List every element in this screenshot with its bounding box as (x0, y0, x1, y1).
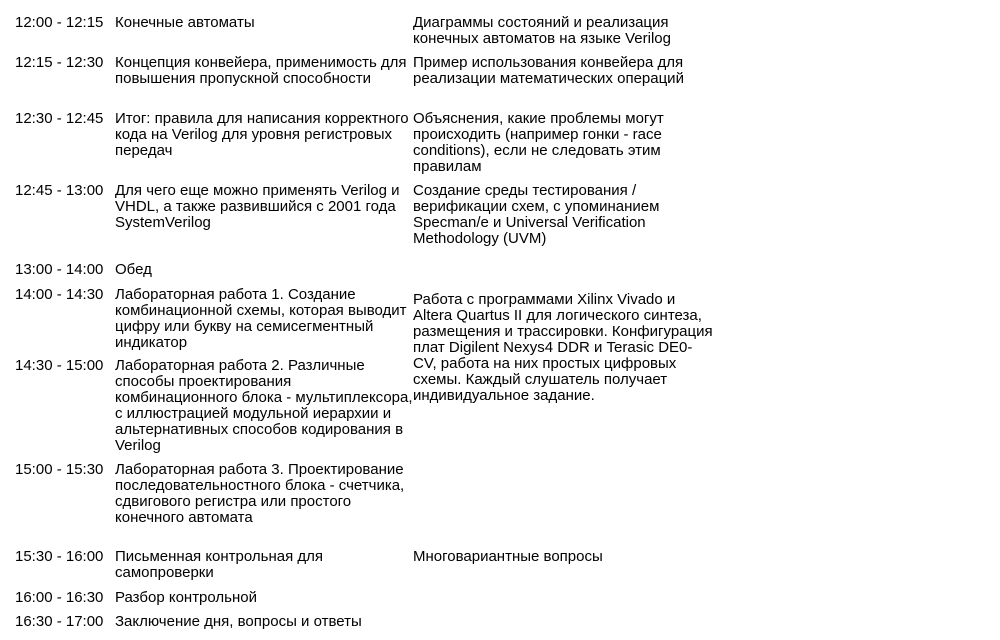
topic-cell: Для чего еще можно применять Verilog и VHDL, а также развившийся с 2001 года SystemVerilog (115, 182, 400, 231)
schedule-row (15, 183, 1000, 262)
topic-cell: Лабораторная работа 1. Создание комбинационной схемы, которая выводит цифру или букву на семисегментный индикатор (115, 286, 407, 351)
topic-cell: Концепция конвейера, применимость для повышения пропускной способности (115, 54, 407, 87)
schedule-row (15, 462, 1000, 549)
time-cell: 12:30 - 12:45 (15, 110, 104, 127)
description-cell: Пример использования конвейера для реализации математических операций (413, 54, 684, 87)
time-cell: 12:00 - 12:15 (15, 14, 104, 31)
description-cell: Создание среды тестирования / верификации схем, с упоминанием Specman/e и Universal Verification Methodology (UVM) (413, 182, 660, 247)
time-cell: 13:00 - 14:00 (15, 261, 104, 278)
schedule-row (15, 15, 1000, 55)
topic-cell: Конечные автоматы (115, 14, 255, 31)
schedule-row (15, 262, 1000, 287)
schedule-table (15, 15, 1000, 634)
time-cell: 16:30 - 17:00 (15, 613, 104, 630)
description-cell (413, 262, 713, 287)
schedule-row (15, 55, 1000, 111)
schedule-row (15, 590, 1000, 614)
time-cell: 12:15 - 12:30 (15, 54, 104, 71)
description-cell (413, 614, 713, 634)
description-cell: Диаграммы состояний и реализация конечных автоматов на языке Verilog (413, 14, 671, 47)
topic-cell: Обед (115, 261, 152, 278)
topic-cell: Итог: правила для написания корректного кода на Verilog для уровня регистровых передач (115, 110, 409, 159)
topic-cell: Лабораторная работа 3. Проектирование последовательностного блока - счетчика, сдвигового регистра или простого конечного автомата (115, 461, 405, 526)
topic-cell: Разбор контрольной (115, 589, 257, 606)
time-cell: 12:45 - 13:00 (15, 182, 104, 199)
time-cell: 14:00 - 14:30 (15, 286, 104, 303)
schedule-row (15, 549, 1000, 590)
description-cell (413, 590, 713, 614)
description-cell: Объяснения, какие проблемы могут происходить (например гонки - race conditions), если не следовать этим правилам (413, 110, 664, 175)
time-cell: 15:30 - 16:00 (15, 548, 104, 565)
topic-cell: Лабораторная работа 2. Различные способы проектирования комбинационного блока - мультиплексора, с иллюстрацией модульной иерархии и альтернативных способов кодирования в Verilog (115, 357, 413, 454)
schedule-row (15, 614, 1000, 634)
time-cell: 15:00 - 15:30 (15, 461, 104, 478)
topic-cell: Заключение дня, вопросы и ответы (115, 613, 362, 630)
topic-cell: Письменная контрольная для самопроверки (115, 548, 324, 581)
time-cell: 16:00 - 16:30 (15, 589, 104, 606)
description-cell (413, 462, 713, 549)
description-cell: Многовариантные вопросы (413, 548, 603, 565)
time-cell: 14:30 - 15:00 (15, 357, 104, 374)
lab-description: Работа с программами Xilinx Vivado и Altera Quartus II для логического синтеза, размещения и трассировки. Конфигурация плат Digilent Nexys4 DDR и Terasic DE0-CV, работа на них простых цифровых схемы. Каждый слушатель получает индивидуальное задание. (413, 291, 713, 404)
schedule-row (15, 111, 1000, 183)
